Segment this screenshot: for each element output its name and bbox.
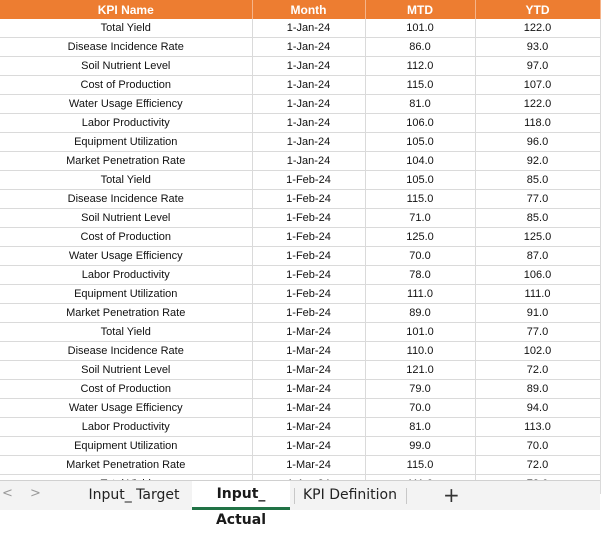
ytd-cell[interactable]: 97.0 bbox=[475, 57, 600, 76]
ytd-cell[interactable]: 92.0 bbox=[475, 152, 600, 171]
ytd-cell[interactable]: 87.0 bbox=[475, 247, 600, 266]
kpi-name-cell[interactable]: Disease Incidence Rate bbox=[0, 342, 252, 361]
month-cell[interactable]: 1-Mar-24 bbox=[252, 380, 365, 399]
kpi-name-cell[interactable]: Total Yield bbox=[0, 171, 252, 190]
table-row bbox=[0, 95, 600, 114]
mtd-cell[interactable]: 70.0 bbox=[365, 247, 475, 266]
kpi-name-cell[interactable]: Labor Productivity bbox=[0, 114, 252, 133]
ytd-cell[interactable]: 125.0 bbox=[475, 228, 600, 247]
table-row bbox=[0, 152, 600, 171]
month-cell[interactable]: 1-Mar-24 bbox=[252, 456, 365, 475]
tab-kpi-definition[interactable]: KPI Definition bbox=[303, 487, 397, 503]
ytd-cell[interactable]: 106.0 bbox=[475, 266, 600, 285]
kpi-name-cell[interactable]: Soil Nutrient Level bbox=[0, 209, 252, 228]
kpi-name-cell[interactable]: Market Penetration Rate bbox=[0, 152, 252, 171]
table-row bbox=[0, 19, 600, 38]
table-row bbox=[0, 437, 600, 456]
kpi-name-cell[interactable]: Disease Incidence Rate bbox=[0, 38, 252, 57]
ytd-cell[interactable]: 77.0 bbox=[475, 323, 600, 342]
mtd-cell[interactable]: 101.0 bbox=[365, 323, 475, 342]
table-row bbox=[0, 209, 600, 228]
mtd-cell[interactable]: 111.0 bbox=[365, 285, 475, 304]
kpi-name-cell[interactable]: Total Yield bbox=[0, 323, 252, 342]
mtd-cell[interactable]: 112.0 bbox=[365, 57, 475, 76]
kpi-name-cell[interactable]: Water Usage Efficiency bbox=[0, 95, 252, 114]
scroll-right-icon[interactable]: > bbox=[30, 486, 41, 501]
table-row bbox=[0, 323, 600, 342]
mtd-cell[interactable]: 86.0 bbox=[365, 38, 475, 57]
scroll-left-icon[interactable]: < bbox=[2, 486, 13, 501]
ytd-cell[interactable]: 111.0 bbox=[475, 285, 600, 304]
header-row bbox=[0, 0, 600, 19]
month-cell[interactable]: 1-Jan-24 bbox=[252, 76, 365, 95]
month-cell[interactable]: 1-Feb-24 bbox=[252, 228, 365, 247]
month-cell[interactable]: 1-Mar-24 bbox=[252, 399, 365, 418]
table-body bbox=[0, 19, 600, 494]
mtd-cell[interactable]: 125.0 bbox=[365, 228, 475, 247]
table-row bbox=[0, 399, 600, 418]
mtd-cell[interactable]: 89.0 bbox=[365, 304, 475, 323]
tab-separator bbox=[406, 488, 407, 504]
mtd-cell[interactable]: 99.0 bbox=[365, 437, 475, 456]
ytd-cell[interactable]: 70.0 bbox=[475, 437, 600, 456]
sheet-tab-bar bbox=[0, 480, 600, 528]
kpi-name-cell[interactable]: Disease Incidence Rate bbox=[0, 190, 252, 209]
ytd-cell[interactable]: 102.0 bbox=[475, 342, 600, 361]
ytd-cell[interactable]: 72.0 bbox=[475, 456, 600, 475]
table-row bbox=[0, 57, 600, 76]
ytd-cell[interactable]: 72.0 bbox=[475, 361, 600, 380]
mtd-cell[interactable]: 101.0 bbox=[365, 19, 475, 38]
kpi-name-cell[interactable]: Soil Nutrient Level bbox=[0, 57, 252, 76]
table-row bbox=[0, 266, 600, 285]
tab-separator bbox=[294, 488, 295, 504]
table-row bbox=[0, 418, 600, 437]
ytd-cell[interactable]: 122.0 bbox=[475, 19, 600, 38]
ytd-cell[interactable]: 85.0 bbox=[475, 209, 600, 228]
table-row bbox=[0, 285, 600, 304]
kpi-name-cell[interactable]: Total Yield bbox=[0, 19, 252, 38]
mtd-cell[interactable]: 70.0 bbox=[365, 399, 475, 418]
header-mtd[interactable]: MTD bbox=[365, 0, 475, 19]
kpi-name-cell[interactable]: Cost of Production bbox=[0, 380, 252, 399]
month-cell[interactable]: 1-Mar-24 bbox=[252, 342, 365, 361]
table-row bbox=[0, 133, 600, 152]
month-cell[interactable]: 1-Jan-24 bbox=[252, 133, 365, 152]
table-row bbox=[0, 380, 600, 399]
month-cell[interactable]: 1-Feb-24 bbox=[252, 171, 365, 190]
month-cell[interactable]: 1-Jan-24 bbox=[252, 19, 365, 38]
ytd-cell[interactable]: 94.0 bbox=[475, 399, 600, 418]
ytd-cell[interactable]: 77.0 bbox=[475, 190, 600, 209]
ytd-cell[interactable]: 96.0 bbox=[475, 133, 600, 152]
table-row bbox=[0, 456, 600, 475]
kpi-name-cell[interactable]: Cost of Production bbox=[0, 228, 252, 247]
table-row bbox=[0, 38, 600, 57]
ytd-cell[interactable]: 85.0 bbox=[475, 171, 600, 190]
table-row bbox=[0, 247, 600, 266]
month-cell[interactable]: 1-Jan-24 bbox=[252, 38, 365, 57]
table-row bbox=[0, 304, 600, 323]
month-cell[interactable]: 1-Feb-24 bbox=[252, 266, 365, 285]
table-row bbox=[0, 114, 600, 133]
mtd-cell[interactable]: 81.0 bbox=[365, 95, 475, 114]
kpi-name-cell[interactable]: Equipment Utilization bbox=[0, 285, 252, 304]
month-cell[interactable]: 1-Mar-24 bbox=[252, 361, 365, 380]
month-cell[interactable]: 1-Mar-24 bbox=[252, 418, 365, 437]
mtd-cell[interactable]: 78.0 bbox=[365, 266, 475, 285]
mtd-cell[interactable]: 105.0 bbox=[365, 171, 475, 190]
month-cell[interactable]: 1-Jan-24 bbox=[252, 152, 365, 171]
mtd-cell[interactable]: 115.0 bbox=[365, 76, 475, 95]
tab-input-actual[interactable]: Input_ Actual bbox=[192, 481, 290, 510]
kpi-name-cell[interactable]: Water Usage Efficiency bbox=[0, 399, 252, 418]
month-cell[interactable]: 1-Jan-24 bbox=[252, 95, 365, 114]
ytd-cell[interactable]: 91.0 bbox=[475, 304, 600, 323]
ytd-cell[interactable]: 89.0 bbox=[475, 380, 600, 399]
mtd-cell[interactable]: 79.0 bbox=[365, 380, 475, 399]
ytd-cell[interactable]: 122.0 bbox=[475, 95, 600, 114]
add-sheet-icon[interactable]: + bbox=[443, 483, 460, 507]
kpi-name-cell[interactable]: Cost of Production bbox=[0, 76, 252, 95]
month-cell[interactable]: 1-Feb-24 bbox=[252, 190, 365, 209]
mtd-cell[interactable]: 104.0 bbox=[365, 152, 475, 171]
mtd-cell[interactable]: 71.0 bbox=[365, 209, 475, 228]
header-month[interactable]: Month bbox=[252, 0, 365, 19]
ytd-cell[interactable]: 113.0 bbox=[475, 418, 600, 437]
mtd-cell[interactable]: 121.0 bbox=[365, 361, 475, 380]
header-ytd[interactable]: YTD bbox=[475, 0, 600, 19]
month-cell[interactable]: 1-Feb-24 bbox=[252, 285, 365, 304]
header-kpi-name[interactable]: KPI Name bbox=[0, 0, 252, 19]
kpi-name-cell[interactable]: Equipment Utilization bbox=[0, 133, 252, 152]
month-cell[interactable]: 1-Jan-24 bbox=[252, 114, 365, 133]
kpi-name-cell[interactable]: Market Penetration Rate bbox=[0, 456, 252, 475]
table-row bbox=[0, 228, 600, 247]
kpi-name-cell[interactable]: Soil Nutrient Level bbox=[0, 361, 252, 380]
kpi-name-cell[interactable]: Market Penetration Rate bbox=[0, 304, 252, 323]
month-cell[interactable]: 1-Jan-24 bbox=[252, 57, 365, 76]
table-row bbox=[0, 361, 600, 380]
table-row bbox=[0, 171, 600, 190]
month-cell[interactable]: 1-Feb-24 bbox=[252, 209, 365, 228]
ytd-cell[interactable]: 107.0 bbox=[475, 76, 600, 95]
tab-input-target[interactable]: Input_ Target bbox=[88, 487, 180, 503]
mtd-cell[interactable]: 115.0 bbox=[365, 190, 475, 209]
table-row bbox=[0, 76, 600, 95]
mtd-cell[interactable]: 110.0 bbox=[365, 342, 475, 361]
month-cell[interactable]: 1-Feb-24 bbox=[252, 247, 365, 266]
kpi-name-cell[interactable]: Labor Productivity bbox=[0, 418, 252, 437]
mtd-cell[interactable]: 81.0 bbox=[365, 418, 475, 437]
kpi-name-cell[interactable]: Equipment Utilization bbox=[0, 437, 252, 456]
month-cell[interactable]: 1-Feb-24 bbox=[252, 304, 365, 323]
ytd-cell[interactable]: 93.0 bbox=[475, 38, 600, 57]
kpi-name-cell[interactable]: Water Usage Efficiency bbox=[0, 247, 252, 266]
mtd-cell[interactable]: 105.0 bbox=[365, 133, 475, 152]
table-row bbox=[0, 342, 600, 361]
mtd-cell[interactable]: 106.0 bbox=[365, 114, 475, 133]
mtd-cell[interactable]: 115.0 bbox=[365, 456, 475, 475]
table-row bbox=[0, 190, 600, 209]
month-cell[interactable]: 1-Mar-24 bbox=[252, 323, 365, 342]
month-cell[interactable]: 1-Mar-24 bbox=[252, 437, 365, 456]
ytd-cell[interactable]: 118.0 bbox=[475, 114, 600, 133]
kpi-name-cell[interactable]: Labor Productivity bbox=[0, 266, 252, 285]
